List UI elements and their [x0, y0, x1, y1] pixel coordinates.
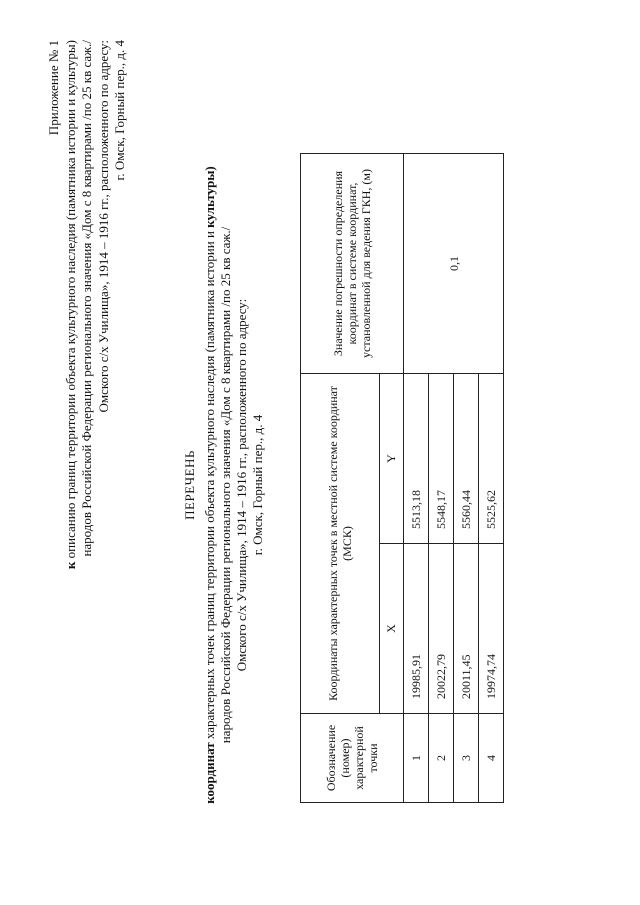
coord-x: 19974,74 — [479, 544, 504, 714]
point-number: 2 — [429, 714, 454, 803]
appendix-subject-bold: к — [62, 561, 78, 570]
list-object-line: народов Российской Федерации регионального значения «Дом с 8 квартирами /по 25 кв саж./ — [218, 226, 233, 744]
header-y: Y — [379, 374, 403, 544]
point-number: 1 — [404, 714, 429, 803]
header-coordinates: Координаты характерных точек в местной системе координат (МСК) — [301, 374, 380, 714]
appendix-subject-text: описанию границ территории объекта культурного наследия (памятника истории и культуры) — [62, 40, 78, 562]
list-title: ПЕРЕЧЕНЬ — [182, 450, 197, 520]
coord-x: 20011,45 — [454, 544, 479, 714]
appendix-subject-line — [63, 40, 80, 815]
coord-y: 5513,18 — [404, 374, 429, 544]
list-address: г. Омск, Горный пер., д. 4 — [250, 414, 265, 556]
header-x: X — [379, 544, 403, 714]
coord-y: 5548,17 — [429, 374, 454, 544]
table-row — [404, 154, 429, 803]
appendix-header — [46, 40, 129, 815]
coord-x: 20022,79 — [429, 544, 454, 714]
list-subject-bold-b: культуры) — [202, 166, 217, 228]
coord-x: 19985,91 — [404, 544, 429, 714]
list-heading — [182, 145, 266, 825]
error-value: 0,1 — [404, 154, 504, 374]
coordinates-table — [300, 153, 504, 803]
appendix-object-line: народов Российской Федерации регионального значения «Дом с 8 квартирами /по 25 кв саж./ — [79, 40, 94, 557]
header-point-designation: Обозначение (номер) характерной точки — [301, 714, 404, 803]
coord-y: 5525,62 — [479, 374, 504, 544]
list-subject-text: характерных точек границ территории объекта культурного наследия (памятника истории и — [202, 227, 217, 743]
list-object-dates: Омского с/х Училища», 1914 – 1916 гг., расположенного по адресу: — [234, 298, 249, 672]
appendix-number: Приложение № 1 — [46, 40, 61, 136]
point-number: 4 — [479, 714, 504, 803]
appendix-object-dates: Омского с/х Училища», 1914 – 1916 гг., расположенного по адресу: — [95, 40, 111, 413]
appendix-address: г. Омск, Горный пер., д. 4 — [112, 40, 127, 181]
coord-y: 5560,44 — [454, 374, 479, 544]
list-subject-line — [202, 145, 218, 825]
point-number: 3 — [454, 714, 479, 803]
list-subject-bold-a: координат — [202, 742, 217, 804]
header-error: Значение погрешности определения координат в системе координат, установленной для ведения ГКН, (м) — [301, 154, 404, 374]
